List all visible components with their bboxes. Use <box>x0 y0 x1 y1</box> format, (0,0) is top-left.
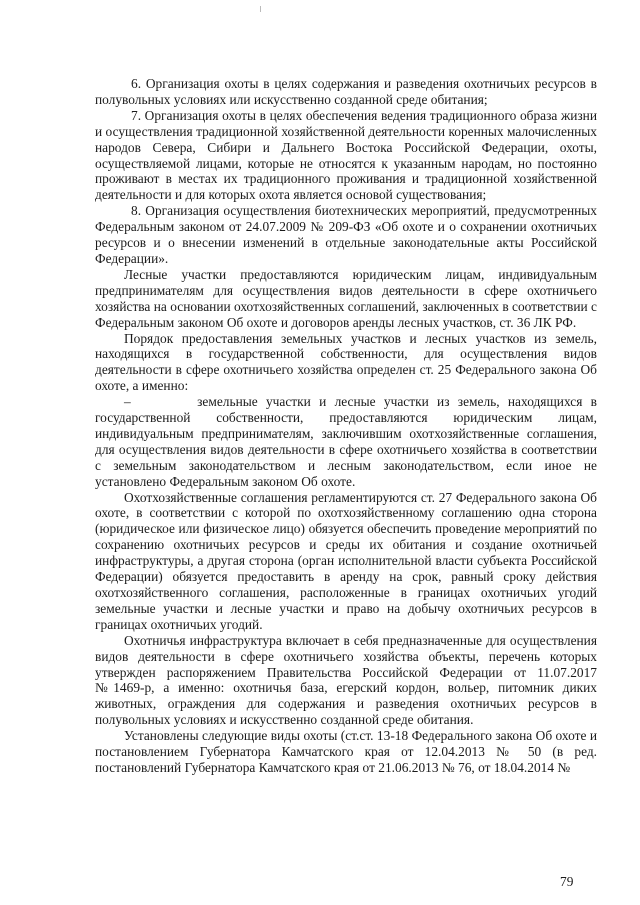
paragraph-item-8: 8. Организация осуществления биотехнических мероприятий, предусмотренных Федеральным законом от 24.07.2009 № 209-ФЗ «Об охоте и о сохранении охотничьих ресурсов и о внесении изменений в отдельные законодательные акты Российской Федерации». <box>95 203 597 266</box>
paragraph-dash-item: – земельные участки и лесные участки из земель, находящихся в государственной собственности, предоставляются юридическим лицам, индивидуальным предпринимателям, заключившим охотхозяйственные соглашения, для осуществления видов деятельности в сфере охотничьего хозяйства в соответствии с земельным законодательством и лесным законодательством, если иное не установлено Федеральным законом Об охоте. <box>95 394 601 489</box>
paragraph-procedure: Порядок предоставления земельных участков и лесных участков из земель, находящихся в государственной собственности, для осуществления видов деятельности в сфере охотничьего хозяйства определен ст. 25 Федерального закона Об охоте, а именно: <box>95 330 597 394</box>
paragraph-item-7: 7. Организация охоты в целях обеспечения ведения традиционного образа жизни и осуществления традиционной хозяйственной деятельности коренных малочисленных народов Севера, Сибири и Дальнего Востока Российской Федерации, охоты, осуществляемой лицами, которые не относятся к указанным народам, но постоянно проживают в местах их традиционного проживания и традиционной хозяйственной деятельности и для которых охота является основой существования; <box>95 107 597 203</box>
document-body <box>95 76 601 776</box>
paragraph-forest-plots: Лесные участки предоставляются юридическим лицам, индивидуальным предпринимателям для осуществления видов деятельности в сфере охотничьего хозяйства на основании охотхозяйственных соглашений, заключенных в соответствии с Федеральным законом Об охоте и договоров аренды лесных участков, ст. 36 ЛК РФ. <box>95 266 597 330</box>
scan-mark <box>260 6 261 12</box>
paragraph-item-6: 6. Организация охоты в целях содержания и разведения охотничьих ресурсов в полувольных условиях или искусственно созданной среде обитания; <box>95 76 597 107</box>
page-number: 79 <box>560 874 574 889</box>
paragraph-infrastructure: Охотничья инфраструктура включает в себя предназначенные для осуществления видов деятельности в сфере охотничьего хозяйства объекты, перечень которых утвержден распоряжением Правительства Российской Федерации от 11.07.2017 №1469-р, а именно: охотничья база, егерский кордон, вольер, питомник диких животных, ограждения для содержания и разведения охотничьих ресурсов в полувольных условиях и искусственно созданной среде обитания. <box>95 632 597 728</box>
paragraph-agreements: Охотхозяйственные соглашения регламентируются ст. 27 Федерального закона Об охоте, в соответствии с которой по охотхозяйственному соглашению одна сторона (юридическое или физическое лицо) обязуется обеспечить проведение мероприятий по сохранению охотничьих ресурсов и среды их обитания и создание охотничьей инфраструктуры, а другая сторона (орган исполнительной власти субъекта Российской Федерации) обязуется предоставить в аренду на срок, равный сроку действия охотхозяйственного соглашения, расположенные в границах охотничьих угодий земельные участки и лесные участки и право на добычу охотничьих ресурсов в границах охотничьих угодий. <box>95 489 597 632</box>
paragraph-hunting-types: Установлены следующие виды охоты (ст.ст. 13-18 Федерального закона Об охоте и постановлением Губернатора Камчатского края от 12.04.2013 № 50 (в ред. постановлений Губернатора Камчатского края от 21.06.2013 № 76, от 18.04.2014 № <box>95 728 597 775</box>
